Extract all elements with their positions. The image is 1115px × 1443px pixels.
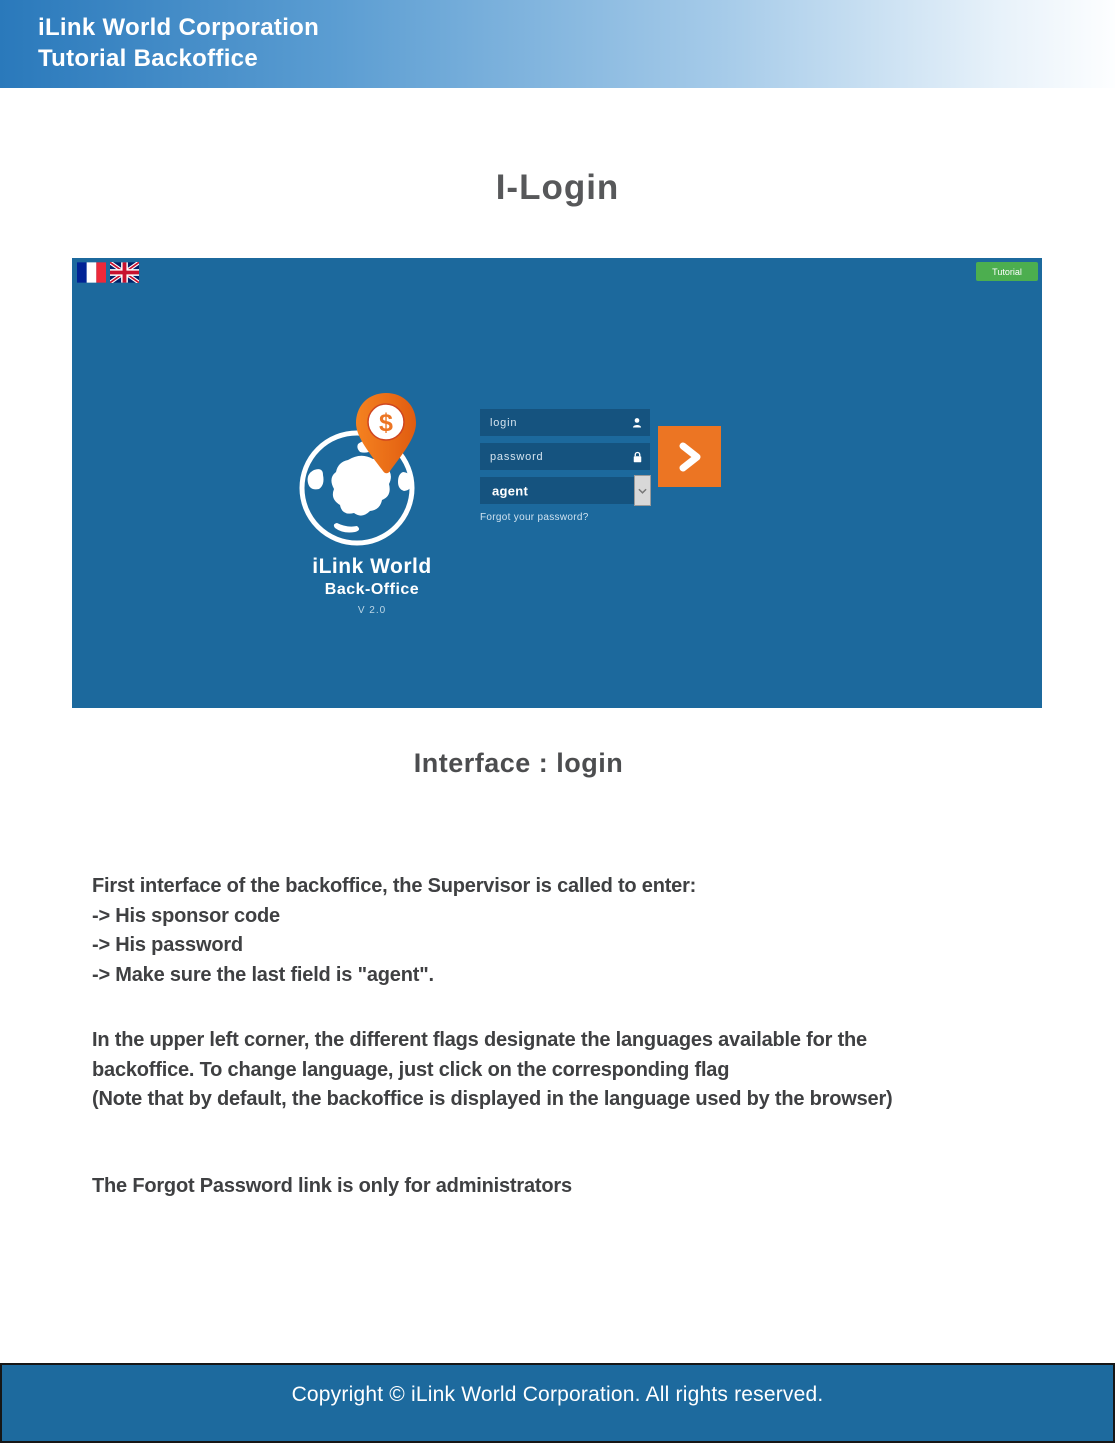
chevron-down-icon[interactable]: [634, 475, 651, 506]
french-flag-icon[interactable]: [77, 262, 106, 283]
body-line: (Note that by default, the backoffice is displayed in the language used by the browser): [92, 1088, 893, 1110]
logo-product-text: Back-Office: [324, 581, 420, 598]
role-select-value: agent: [492, 483, 529, 498]
body-line: -> His password: [92, 934, 243, 956]
arrow-right-icon: [677, 442, 703, 472]
login-form: [480, 409, 650, 525]
paragraph-3: [92, 1172, 992, 1202]
password-field-wrap: [480, 443, 650, 470]
paragraph-2: [92, 1026, 992, 1115]
brand-logo: [222, 388, 522, 616]
globe-pin-icon: [282, 388, 462, 553]
uk-flag-icon[interactable]: [110, 262, 139, 283]
header-text-block: [0, 0, 1115, 74]
user-icon: [631, 417, 643, 429]
body-line: -> Make sure the last field is "agent".: [92, 963, 434, 986]
login-field-wrap: [480, 409, 650, 436]
body-line: -> His sponsor code: [92, 904, 280, 927]
role-select[interactable]: [480, 477, 650, 504]
login-submit-button[interactable]: [658, 426, 721, 487]
language-flags: [77, 262, 139, 283]
logo-brand-text: iLink World: [312, 555, 432, 578]
tutorial-button[interactable]: [976, 262, 1038, 281]
body-line: In the upper left corner, the different flags designate the languages available for the: [92, 1029, 867, 1051]
body-line: The Forgot Password link is only for administrators: [92, 1174, 572, 1197]
login-screenshot: [72, 258, 1042, 708]
body-line: backoffice. To change language, just click on the corresponding flag: [92, 1058, 730, 1081]
page-title: I-Login: [495, 168, 620, 207]
lock-icon: [632, 451, 643, 463]
body-copy: [92, 872, 992, 1201]
page-header: [0, 0, 1115, 88]
screenshot-caption: Interface : login: [413, 748, 624, 778]
tutorial-button-label: Tutorial: [992, 266, 1022, 277]
page-footer: [0, 1363, 1115, 1443]
pin-dollar-glyph: $: [379, 409, 393, 437]
company-name: iLink World Corporation: [38, 14, 320, 41]
document-name: Tutorial Backoffice: [38, 45, 258, 72]
password-input[interactable]: [480, 443, 650, 470]
copyright-text: Copyright © iLink World Corporation. All rights reserved.: [291, 1383, 824, 1406]
login-input[interactable]: [480, 409, 650, 436]
body-line: First interface of the backoffice, the Supervisor is called to enter:: [92, 875, 697, 897]
forgot-password-link[interactable]: Forgot your password?: [480, 512, 589, 523]
paragraph-1: [92, 872, 992, 990]
logo-version-text: V 2.0: [357, 605, 387, 616]
